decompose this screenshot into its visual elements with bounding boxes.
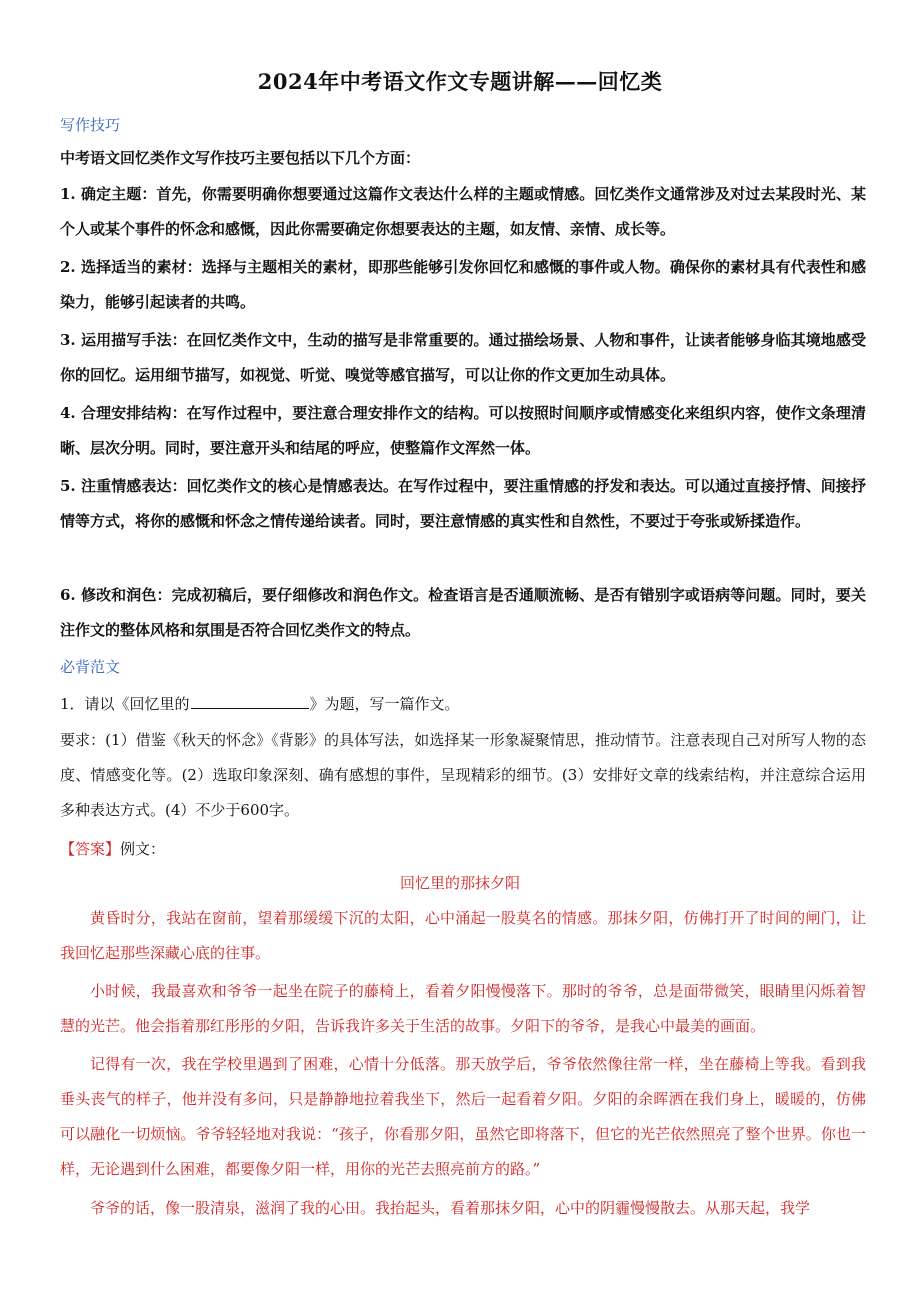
section-heading-model: 必背范文 — [60, 658, 121, 676]
tip-4: 4. 合理安排结构：在写作过程中，要注意合理安排作文的结构。可以按照时间顺序或情感变化来组织内容，使作文条理清晰、层次分明。同时，要注意开头和结尾的呼应，使整篇作文浑然一体。 — [60, 404, 866, 457]
prompt-text-before: 1．请以《回忆里的 — [60, 695, 190, 713]
essay-title: 回忆里的那抹夕阳 — [399, 874, 520, 892]
title-blank — [191, 694, 309, 709]
intro-line: 中考语文回忆类作文写作技巧主要包括以下几个方面： — [60, 149, 421, 167]
essay-paragraph-2: 小时候，我最喜欢和爷爷一起坐在院子的藤椅上，看着夕阳慢慢落下。那时的爷爷，总是面带微笑，眼睛里闪烁着智慧的光芒。他会指着那红彤彤的夕阳，告诉我许多关于生活的故事。夕阳下的爷爷，是我心中最美的画面。 — [60, 982, 866, 1035]
tip-6: 6. 修改和润色：完成初稿后，要仔细修改和润色作文。检查语言是否通顺流畅、是否有错别字或语病等问题。同时，要关注作文的整体风格和氛围是否符合回忆类作文的特点。 — [60, 586, 866, 639]
prompt-text-after: 》为题，写一篇作文。 — [309, 695, 460, 713]
section-heading-skills: 写作技巧 — [60, 116, 121, 134]
essay-paragraph-4: 爷爷的话，像一股清泉，滋润了我的心田。我抬起头，看着那抹夕阳，心中的阴霾慢慢散去。从那天起，我学 — [90, 1199, 811, 1217]
tip-1: 1. 确定主题：首先，你需要明确你想要通过这篇作文表达什么样的主题或情感。回忆类作文通常涉及对过去某段时光、某个人或某个事件的怀念和感慨，因此你需要确定你想要表达的主题，如友情、亲情、成长等。 — [60, 185, 866, 238]
answer-line — [60, 832, 866, 867]
essay-prompt — [60, 687, 866, 722]
answer-tag: 【答案】 — [60, 840, 121, 858]
tip-5: 5. 注重情感表达：回忆类作文的核心是情感表达。在写作过程中，要注重情感的抒发和表达。可以通过直接抒情、间接抒情等方式，将你的感慨和怀念之情传递给读者。同时，要注意情感的真实性和自然性，不要过于夸张或矫揉造作。 — [60, 477, 866, 530]
answer-label: 例文： — [120, 840, 166, 858]
requirements: 要求：(1）借鉴《秋天的怀念》《背影》的具体写法，如选择某一形象凝聚情思，推动情节。注意表现自己对所写人物的态度、情感变化等。(2）选取印象深刻、确有感想的事件，呈现精彩的细节。(3）安排好文章的线索结构，并注意综合运用多种表达方式。(4）不少于600字。 — [60, 731, 866, 819]
document-title: 2024年中考语文作文专题讲解——回忆类 — [257, 69, 663, 94]
essay-paragraph-1: 黄昏时分，我站在窗前，望着那缓缓下沉的太阳，心中涌起一股莫名的情感。那抹夕阳，仿佛打开了时间的闸门，让我回忆起那些深藏心底的往事。 — [60, 909, 866, 962]
tip-2: 2. 选择适当的素材：选择与主题相关的素材，即那些能够引发你回忆和感慨的事件或人物。确保你的素材具有代表性和感染力，能够引起读者的共鸣。 — [60, 258, 866, 311]
tip-3: 3. 运用描写手法：在回忆类作文中，生动的描写是非常重要的。通过描绘场景、人物和事件，让读者能够身临其境地感受你的回忆。运用细节描写，如视觉、听觉、嗅觉等感官描写，可以让你的作文更加生动具体。 — [60, 331, 866, 384]
essay-paragraph-3: 记得有一次，我在学校里遇到了困难，心情十分低落。那天放学后，爷爷依然像往常一样，坐在藤椅上等我。看到我垂头丧气的样子，他并没有多问，只是静静地拉着我坐下，然后一起看着夕阳。夕阳的余晖洒在我们身上，暖暖的，仿佛可以融化一切烦恼。爷爷轻轻地对我说：“孩子，你看那夕阳，虽然它即将落下，但它的光芒依然照亮了整个世界。你也一样，无论遇到什么困难，都要像夕阳一样，用你的光芒去照亮前方的路。” — [60, 1055, 866, 1178]
